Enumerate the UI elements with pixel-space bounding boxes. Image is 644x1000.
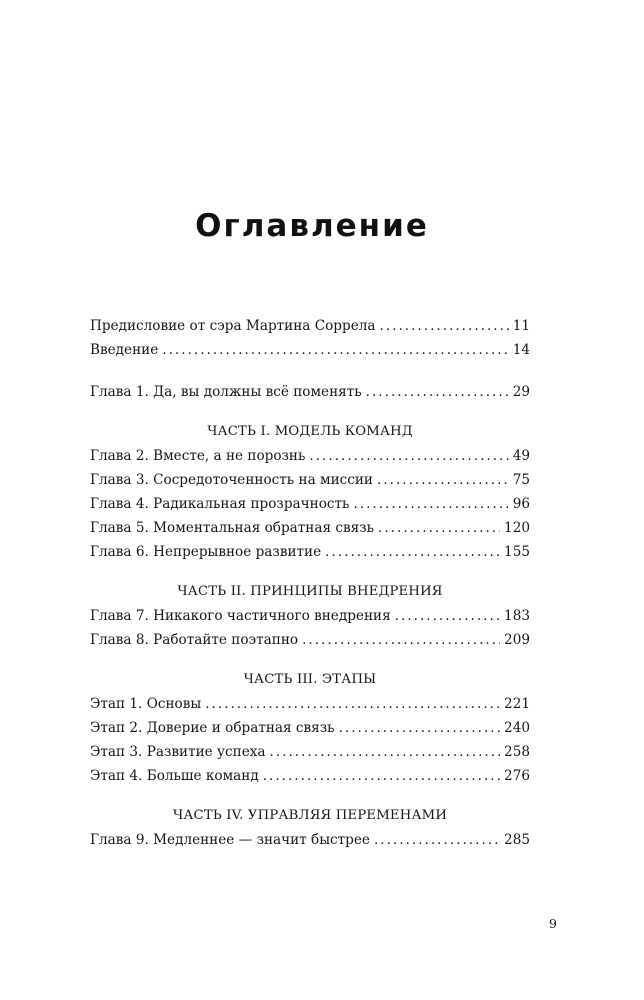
toc-entry-page: 49	[512, 448, 530, 464]
toc-entry-label: Этап 1. Основы	[90, 696, 202, 712]
toc-entry-label: Глава 3. Сосредоточенность на миссии	[90, 472, 373, 488]
dot-leader	[302, 628, 500, 652]
toc-entry-label: Глава 2. Вместе, а не порознь	[90, 448, 306, 464]
toc-entry-label: Предисловие от сэра Мартина Соррела	[90, 318, 376, 334]
toc-entry[interactable]	[90, 828, 530, 852]
toc-entry-page: 285	[504, 832, 530, 848]
toc-entry[interactable]	[90, 492, 530, 516]
toc-entry-label: Глава 8. Работайте поэтапно	[90, 632, 299, 648]
dot-leader	[353, 492, 508, 516]
toc-entry-label: Этап 2. Доверие и обратная связь	[90, 720, 335, 736]
dot-leader	[205, 692, 500, 716]
toc-entry-page: 14	[512, 342, 530, 358]
table-of-contents	[90, 314, 530, 852]
toc-entry-page: 258	[504, 744, 530, 760]
toc-entry-label: Глава 7. Никакого частичного внедрения	[90, 608, 391, 624]
toc-entry[interactable]	[90, 628, 530, 652]
dot-leader	[395, 604, 500, 628]
dot-leader	[339, 716, 500, 740]
dot-leader	[162, 338, 508, 362]
dot-leader	[366, 380, 509, 404]
toc-entry-label: Глава 5. Моментальная обратная связь	[90, 520, 375, 536]
dot-leader	[270, 740, 501, 764]
dot-leader	[378, 516, 500, 540]
toc-entry-page: 183	[504, 608, 530, 624]
toc-entry[interactable]	[90, 740, 530, 764]
toc-entry-label: Введение	[90, 342, 159, 358]
part-heading-2: ЧАСТЬ II. ПРИНЦИПЫ ВНЕДРЕНИЯ	[177, 584, 443, 599]
dot-leader	[325, 540, 500, 564]
toc-entry-page: 221	[504, 696, 530, 712]
toc-entry-page: 96	[512, 496, 530, 512]
toc-entry-page: 155	[504, 544, 530, 560]
toc-entry-label: Глава 1. Да, вы должны всё поменять	[90, 384, 362, 400]
toc-entry[interactable]	[90, 540, 530, 564]
page-number: 9	[549, 916, 557, 931]
dot-leader	[377, 468, 509, 492]
toc-entry-label: Глава 4. Радикальная прозрачность	[90, 496, 350, 512]
toc-entry-label: Этап 3. Развитие успеха	[90, 744, 266, 760]
toc-entry-page: 276	[504, 768, 530, 784]
toc-entry-label: Этап 4. Больше команд	[90, 768, 259, 784]
part-heading-3: ЧАСТЬ III. ЭТАПЫ	[243, 672, 377, 687]
toc-entry-chapter-1[interactable]	[90, 380, 530, 404]
part-heading-4: ЧАСТЬ IV. УПРАВЛЯЯ ПЕРЕМЕНАМИ	[172, 808, 448, 823]
toc-entry-page: 209	[504, 632, 530, 648]
dot-leader	[380, 314, 509, 338]
toc-entry[interactable]	[90, 604, 530, 628]
toc-entry-page: 11	[512, 318, 530, 334]
toc-entry-label: Глава 9. Медленнее — значит быстрее	[90, 832, 370, 848]
toc-entry-page: 29	[512, 384, 530, 400]
toc-entry[interactable]	[90, 764, 530, 788]
toc-entry-page: 240	[504, 720, 530, 736]
toc-entry-page: 75	[512, 472, 530, 488]
toc-entry-foreword[interactable]	[90, 314, 530, 338]
page-title: Оглавление	[195, 208, 429, 244]
toc-entry[interactable]	[90, 468, 530, 492]
toc-entry[interactable]	[90, 516, 530, 540]
part-heading-1: ЧАСТЬ I. МОДЕЛЬ КОМАНД	[207, 424, 413, 439]
toc-entry[interactable]	[90, 692, 530, 716]
dot-leader	[374, 828, 500, 852]
toc-entry[interactable]	[90, 444, 530, 468]
toc-entry-introduction[interactable]	[90, 338, 530, 362]
dot-leader	[263, 764, 500, 788]
toc-entry-label: Глава 6. Непрерывное развитие	[90, 544, 322, 560]
dot-leader	[309, 444, 508, 468]
toc-entry[interactable]	[90, 716, 530, 740]
toc-entry-page: 120	[504, 520, 530, 536]
